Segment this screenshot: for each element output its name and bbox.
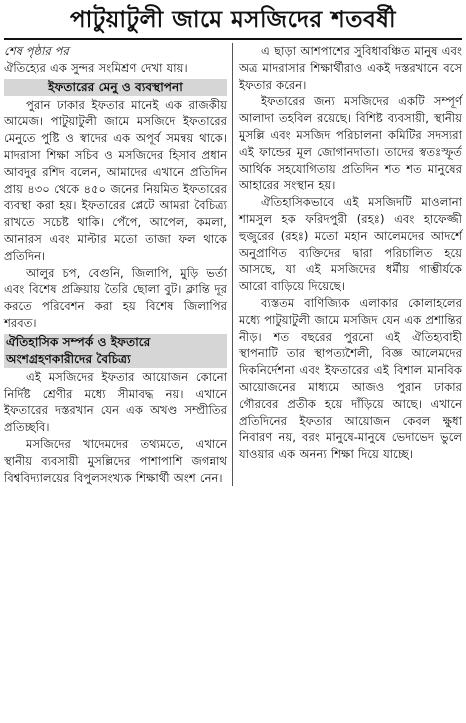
subheading-history: ঐতিহাসিক সম্পর্ক ও ইফতারে অংশগ্রহণকারীদের বৈচিত্র্য — [4, 334, 227, 368]
right-paragraph-1: এ ছাড়া আশপাশের সুবিধাবঞ্চিত মানুষ এবং অত্র মাদরাসার শিক্ষার্থীরাও একই দস্তরখানে বসে ইফতার করেন। — [239, 44, 462, 92]
continuation-note: শেষ পৃষ্ঠার পর — [4, 44, 69, 58]
left-column — [4, 43, 233, 486]
subheading-iftar-menu: ইফতারের মেনু ও ব্যবস্থাপনা — [4, 79, 227, 96]
right-paragraph-3: ঐতিহাসিকভাবে এই মসজিদটি মাওলানা শামসুল হক ফরিদপুরী (রহঃ) এবং হাফেজ্জী হুজুরের (রহঃ) মতো মহান আলেমদের আদর্শে অনুপ্রাণিত ব্যক্তিদের দ্বারা পরিচালিত হয়ে আসছে, যা এই মসজিদের ধর্মীয় গাম্ভীর্যকে আরো বাড়িয়ে দিয়েছে। — [239, 195, 462, 294]
left-paragraph-1: ঐতিহ্যের এক সুন্দর সংমিশ্রণ দেখা যায়। — [4, 60, 188, 75]
left-paragraph-3: আলুর চপ, বেগুনি, জিলাপি, মুড়ি ভর্তা এবং বিশেষ প্রক্রিয়ায় তৈরি ছোলা বুট। ক্লান্তি দূর করতে পরিবেশন করা হয় বিশেষ জিলাপির শরবত। — [4, 265, 227, 330]
headline-rule — [4, 38, 462, 40]
right-paragraph-2: ইফতারের জন্য মসজিদের একটি সম্পূর্ণ আলাদা তহবিল রয়েছে। বিশিষ্ট ব্যবসায়ী, স্থানীয় মুসল্লি এবং মসজিদ পরিচালনা কমিটির সদস্যরা এই ফান্ডের মূল জোগানদাতা। তাদের স্বতঃস্ফূর্ত আর্থিক সহযোগিতায় প্রতিদিন শত শত মানুষের আহারের সংস্থান হয়। — [239, 94, 462, 193]
left-paragraph-2: পুরান ঢাকার ইফতার মানেই এক রাজকীয় আমেজ। পাটুয়াটুলী জামে মসজিদে ইফতারের মেনুতে পুষ্টি ও স্বাদের এক অপূর্ব সমন্বয় থাকে। মাদরাসা শিক্ষা সচিব ও মসজিদের হিসাব প্রধান আবদুর রশিদ বলেন, আমাদের এখানে প্রতিদিন প্রায় ৪৩০ থেকে ৪৫০ জনের নিয়মিত ইফতারের ব্যবস্থা করা হয়। ইফতারের প্লেটে আমরা বৈচিত্র্য রাখতে সচেষ্ট থাকি। পেঁপে, আপেল, কমলা, আনারস এবং মাল্টার মতো তাজা ফল থাকে প্রতিদিন। — [4, 97, 227, 263]
left-paragraph-4: এই মসজিদের ইফতার আয়োজন কোনো নির্দিষ্ট শ্রেণীর মধ্যে সীমাবদ্ধ নয়। এখানে ইফতারের দস্তরখান যেন এক অখণ্ড সম্প্রীতির প্রতিচ্ছবি। — [4, 369, 227, 435]
right-column — [233, 43, 462, 486]
right-paragraph-4: ব্যস্ততম বাণিজ্যিক এলাকার কোলাহলের মধ্যে পাটুয়াটুলী জামে মসজিদ যেন এক প্রশান্তির নীড়। শত বছরের পুরনো এই ঐতিহ্যবাহী স্থাপনাটি তার স্থাপত্যশৈলী, বিজ্ঞ আলেমদের দিকনির্দেশনা এবং ইফতারের এই বিশাল মানবিক আয়োজনের মাধ্যমে আজও পুরান ঢাকার গৌরবের প্রতীক হয়ে দাঁড়িয়ে আছে। এখানে প্রতিদিনের ইফতার আয়োজন কেবল ক্ষুধা নিবারণ নয়, বরং মানুষে-মানুষে ভেদাভেদ ভুলে যাওয়ার এক অনন্য শিক্ষা দিয়ে যাচ্ছে। — [239, 295, 462, 462]
article-headline: পাটুয়াটুলী জামে মসজিদের শতবর্ষী — [69, 7, 397, 33]
article-body — [4, 43, 462, 486]
left-paragraph-5: মসজিদের খাদেমদের তথ্যমতে, এখানে স্থানীয় ব্যবসায়ী মুসল্লিদের পাশাপাশি জগন্নাথ বিশ্ববিদ্যালয়ের বিপুলসংখ্যক শিক্ষার্থী অংশ নেন। — [4, 436, 227, 485]
